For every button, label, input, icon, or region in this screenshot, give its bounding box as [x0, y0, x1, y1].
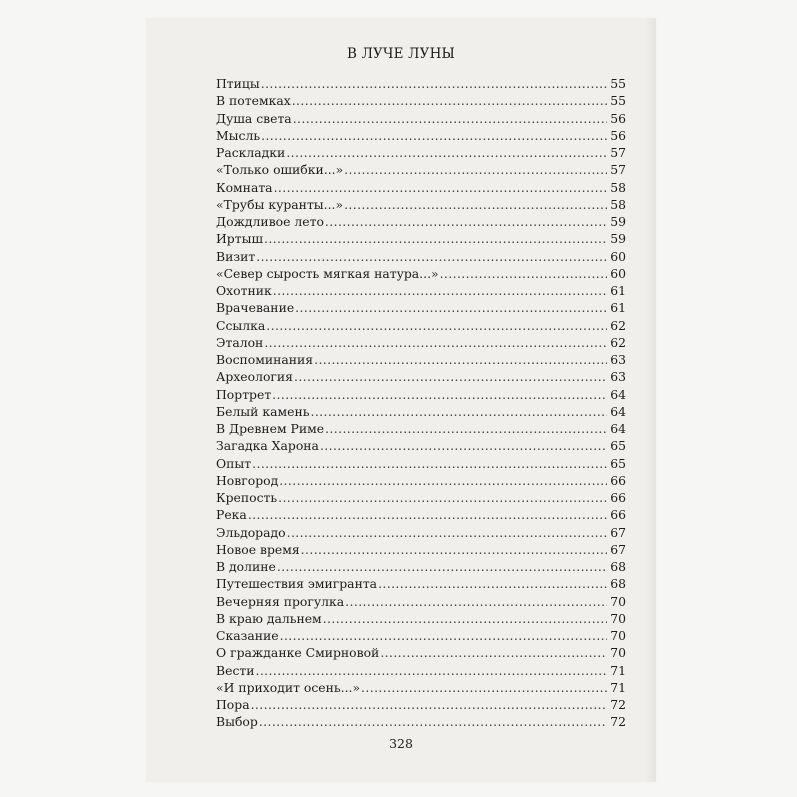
toc-entry-page: 55 [610, 76, 626, 91]
toc-entry [216, 300, 626, 317]
toc-entry-title: Мысль [216, 127, 261, 143]
toc-entry-page: 61 [610, 300, 626, 316]
toc-entry [216, 145, 626, 162]
dot-leader [259, 714, 607, 726]
toc-entry-page: 64 [610, 421, 626, 436]
toc-entry [216, 266, 626, 283]
toc-entry [216, 559, 626, 576]
toc-entry [216, 249, 626, 266]
dot-leader [273, 283, 607, 295]
toc-entry-title: «Север сырость мягкая натура...» [216, 265, 439, 281]
toc-entry-title: Новгород [216, 472, 279, 488]
toc-entry [216, 456, 626, 473]
dot-leader [286, 145, 607, 157]
toc-entry [216, 594, 626, 611]
dot-leader [361, 680, 607, 692]
dot-leader [378, 576, 607, 588]
toc-entry-page: 60 [610, 248, 626, 264]
dot-leader [287, 525, 607, 537]
toc-entry-page: 56 [610, 110, 626, 126]
toc-entry-page: 70 [610, 610, 626, 626]
toc-entry-page: 71 [610, 662, 626, 678]
toc-entry-title: Иртыш [216, 231, 263, 247]
toc-entry [216, 369, 626, 386]
toc-entry-page: 57 [610, 145, 626, 160]
toc-entry-page: 63 [610, 352, 626, 367]
toc-entry [216, 645, 626, 662]
toc-entry-title: В Древнем Риме [216, 421, 325, 436]
dot-leader [325, 214, 607, 226]
toc-entry-page: 66 [610, 490, 626, 505]
toc-entry-page: 57 [610, 162, 626, 178]
page-number: 328 [389, 736, 413, 751]
toc-entry-title: Эталон [216, 334, 264, 350]
toc-entry-page: 67 [610, 541, 626, 557]
toc-entry-page: 68 [610, 559, 626, 574]
toc-entry-title: Крепость [216, 490, 278, 505]
toc-entry-title: Белый камень [216, 403, 310, 419]
dot-leader [252, 456, 607, 468]
dot-leader [344, 162, 607, 174]
toc-entry-title: Портрет [216, 386, 272, 402]
toc-entry [216, 680, 626, 697]
toc-entry [216, 525, 626, 542]
toc-entry [216, 714, 626, 731]
toc-entry-title: Врачевание [216, 300, 295, 316]
toc-entry-page: 62 [610, 334, 626, 350]
dot-leader [293, 111, 607, 123]
dot-leader [256, 249, 607, 261]
toc-entry-page: 55 [610, 93, 626, 109]
dot-leader [264, 231, 607, 243]
toc-entry-title: Воспоминания [216, 352, 314, 367]
toc-entry-title: Река [216, 507, 247, 523]
dot-leader [251, 697, 607, 709]
toc-entry-title: Дождливое лето [216, 214, 324, 229]
toc-entry [216, 111, 626, 128]
toc-entry-page: 65 [610, 438, 626, 454]
toc-entry-page: 66 [610, 472, 626, 488]
dot-leader [272, 387, 607, 399]
toc-entry [216, 231, 626, 248]
toc-entry-page: 68 [610, 576, 626, 592]
toc-entry-title: Душа света [216, 110, 292, 126]
toc-entry-title: «Трубы куранты...» [216, 196, 344, 212]
toc-entry-page: 59 [610, 231, 626, 247]
toc-entry [216, 438, 626, 455]
book-page [146, 18, 656, 782]
toc-entry-page: 70 [610, 645, 626, 661]
toc-entry [216, 542, 626, 559]
dot-leader [278, 490, 607, 502]
toc-entry [216, 76, 626, 93]
toc-entry [216, 576, 626, 593]
dot-leader [310, 404, 607, 416]
toc-entry [216, 93, 626, 110]
dot-leader [261, 76, 607, 88]
dot-leader [280, 628, 607, 640]
dot-leader [320, 438, 607, 450]
toc-entry-title: «Только ошибки...» [216, 162, 344, 178]
dot-leader [277, 559, 607, 571]
toc-entry-page: 60 [610, 265, 626, 281]
toc-entry-title: Ссылка [216, 317, 266, 333]
page-edge-shadow [644, 18, 656, 782]
toc-entry [216, 128, 626, 145]
toc-entry [216, 473, 626, 490]
toc-entry-title: Сказание [216, 628, 279, 643]
toc-entry-title: О гражданке Смирновой [216, 645, 380, 661]
toc-entry-title: Путешествия эмигранта [216, 576, 378, 592]
table-of-contents [216, 76, 626, 732]
toc-entry-page: 63 [610, 369, 626, 385]
toc-entry [216, 507, 626, 524]
toc-entry-page: 70 [610, 593, 626, 609]
toc-entry [216, 214, 626, 231]
dot-leader [440, 266, 607, 278]
toc-entry-title: Вести [216, 662, 255, 678]
toc-entry-page: 58 [610, 196, 626, 212]
toc-entry [216, 611, 626, 628]
toc-entry-page: 71 [610, 679, 626, 695]
dot-leader [314, 352, 607, 364]
toc-entry [216, 352, 626, 369]
dot-leader [345, 594, 607, 606]
toc-entry-page: 64 [610, 403, 626, 419]
dot-leader [344, 197, 607, 209]
toc-entry-title: Охотник [216, 283, 272, 298]
dot-leader [264, 335, 607, 347]
toc-entry-title: Опыт [216, 455, 252, 471]
dot-leader [261, 128, 607, 140]
toc-entry [216, 318, 626, 335]
toc-entry-title: Новое время [216, 541, 300, 557]
toc-entry [216, 283, 626, 300]
toc-entry-title: В краю дальнем [216, 610, 322, 626]
dot-leader [325, 421, 607, 433]
toc-entry-title: Выбор [216, 714, 258, 730]
dot-leader [380, 645, 607, 657]
dot-leader [294, 369, 607, 381]
toc-entry-title: В долине [216, 559, 276, 574]
toc-entry-title: В потемках [216, 93, 291, 109]
toc-entry [216, 335, 626, 352]
dot-leader [295, 300, 607, 312]
toc-entry-title: Комната [216, 179, 273, 195]
toc-entry-title: Птицы [216, 76, 260, 91]
toc-entry-page: 64 [610, 386, 626, 402]
toc-entry-page: 65 [610, 455, 626, 471]
dot-leader [292, 93, 607, 105]
dot-leader [256, 663, 608, 675]
dot-leader [274, 180, 607, 192]
dot-leader [266, 318, 607, 330]
dot-leader [323, 611, 607, 623]
toc-entry-page: 61 [610, 283, 626, 298]
toc-entry-page: 66 [610, 507, 626, 523]
toc-entry-page: 58 [610, 179, 626, 195]
toc-entry-title: Вечерняя прогулка [216, 593, 345, 609]
toc-entry-page: 59 [610, 214, 626, 229]
toc-entry-page: 72 [610, 697, 626, 712]
toc-entry-title: «И приходит осень...» [216, 679, 361, 695]
section-title: В ЛУЧЕ ЛУНЫ [346, 46, 456, 62]
toc-entry [216, 387, 626, 404]
toc-entry [216, 697, 626, 714]
toc-entry-title: Пора [216, 697, 250, 712]
dot-leader [279, 473, 607, 485]
toc-entry-title: Визит [216, 248, 256, 264]
toc-entry [216, 490, 626, 507]
toc-entry [216, 197, 626, 214]
dot-leader [301, 542, 607, 554]
toc-entry [216, 663, 626, 680]
toc-entry [216, 421, 626, 438]
toc-entry [216, 404, 626, 421]
toc-entry [216, 180, 626, 197]
toc-entry [216, 628, 626, 645]
toc-entry-title: Археология [216, 369, 293, 385]
toc-entry-page: 72 [610, 714, 626, 730]
toc-entry-title: Загадка Харона [216, 438, 319, 454]
dot-leader [248, 507, 607, 519]
toc-entry-page: 56 [610, 127, 626, 143]
toc-entry-title: Раскладки [216, 145, 286, 160]
toc-entry-page: 62 [610, 317, 626, 333]
toc-entry-page: 67 [610, 524, 626, 540]
toc-entry [216, 162, 626, 179]
toc-entry-page: 70 [610, 628, 626, 643]
toc-entry-title: Эльдорадо [216, 524, 286, 540]
